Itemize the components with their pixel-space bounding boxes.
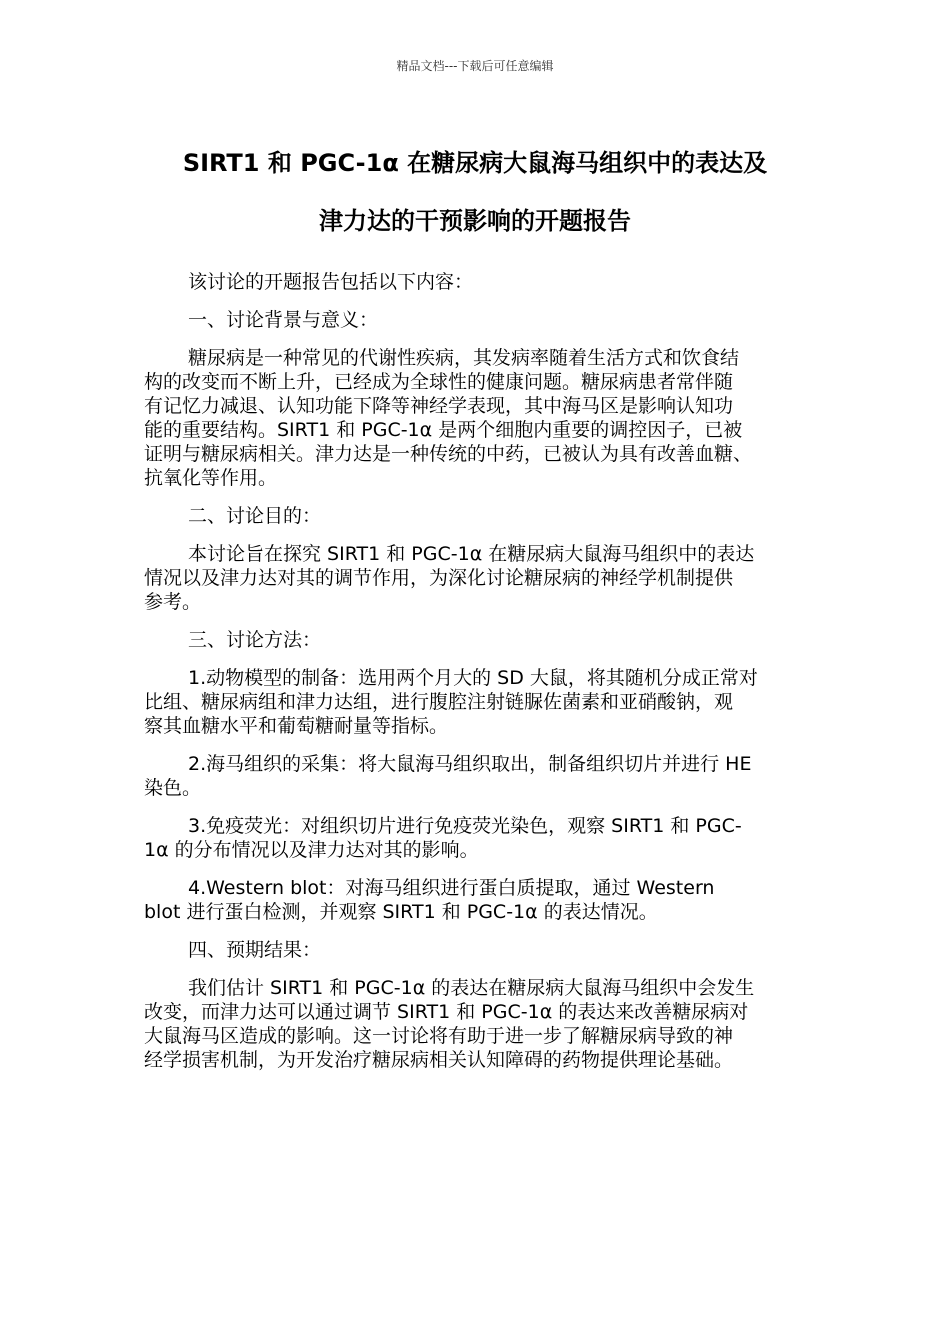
paragraph-line: 抗氧化等作用。: [144, 467, 278, 489]
paragraph: [144, 876, 810, 924]
paragraph-line: 经学损害机制，为开发治疗糖尿病相关认知障碍的药物提供理论基础。: [144, 1049, 734, 1071]
header-note: 精品文档---下载后可任意编辑: [396, 59, 554, 73]
paragraph-line: 参考。: [144, 591, 202, 613]
paragraph-line: 四、预期结果：: [188, 939, 322, 961]
paragraph-line: 该讨论的开题报告包括以下内容：: [188, 271, 474, 293]
document-title: [140, 134, 810, 250]
paragraph-line: blot 进行蛋白检测，并观察 SIRT1 和 PGC-1α 的表达情况。: [144, 901, 658, 923]
paragraph-line: 察其血糖水平和葡萄糖耐量等指标。: [144, 715, 449, 737]
paragraph: [144, 308, 810, 332]
paragraph-line: 本讨论旨在探究 SIRT1 和 PGC-1α 在糖尿病大鼠海马组织中的表达: [188, 543, 755, 565]
paragraph: [144, 270, 810, 294]
paragraph-line: 3.免疫荧光：对组织切片进行免疫荧光染色，观察 SIRT1 和 PGC-: [188, 815, 742, 837]
paragraph: [144, 752, 810, 800]
paragraph-line: 有记忆力减退、认知功能下降等神经学表现，其中海马区是影响认知功: [144, 395, 734, 417]
paragraph: [144, 666, 810, 738]
paragraph-line: 改变，而津力达可以通过调节 SIRT1 和 PGC-1α 的表达来改善糖尿病对: [144, 1001, 749, 1023]
paragraph: [144, 346, 810, 490]
paragraph: [144, 504, 810, 528]
paragraph-line: 大鼠海马区造成的影响。这一讨论将有助于进一步了解糖尿病导致的神: [144, 1025, 734, 1047]
paragraph-line: 三、讨论方法：: [188, 629, 322, 651]
paragraph-line: 2.海马组织的采集：将大鼠海马组织取出，制备组织切片并进行 HE: [188, 753, 752, 775]
document-body: [144, 270, 810, 1086]
title-line: SIRT1 和 PGC-1α 在糖尿病大鼠海马组织中的表达及: [182, 149, 768, 177]
paragraph-line: 构的改变而不断上升，已经成为全球性的健康问题。糖尿病患者常伴随: [144, 371, 734, 393]
paragraph: [144, 976, 810, 1072]
title-line: 津力达的干预影响的开题报告: [319, 207, 631, 235]
paragraph-line: 我们估计 SIRT1 和 PGC-1α 的表达在糖尿病大鼠海马组织中会发生: [188, 977, 755, 999]
paragraph-line: 1α 的分布情况以及津力达对其的影响。: [144, 839, 479, 861]
paragraph: [144, 814, 810, 862]
paragraph-line: 能的重要结构。SIRT1 和 PGC-1α 是两个细胞内重要的调控因子，已被: [144, 419, 743, 441]
paragraph-line: 染色。: [144, 777, 202, 799]
paragraph-line: 比组、糖尿病组和津力达组，进行腹腔注射链脲佐菌素和亚硝酸钠，观: [144, 691, 734, 713]
paragraph-line: 糖尿病是一种常见的代谢性疾病，其发病率随着生活方式和饮食结: [188, 347, 740, 369]
paragraph: [144, 938, 810, 962]
paragraph-line: 一、讨论背景与意义：: [188, 309, 379, 331]
paragraph-line: 4.Western blot：对海马组织进行蛋白质提取，通过 Western: [188, 877, 715, 899]
paragraph: [144, 628, 810, 652]
paragraph-line: 1.动物模型的制备：选用两个月大的 SD 大鼠，将其随机分成正常对: [188, 667, 758, 689]
paragraph-line: 二、讨论目的：: [188, 505, 322, 527]
paragraph: [144, 542, 810, 614]
paragraph-line: 情况以及津力达对其的调节作用，为深化讨论糖尿病的神经学机制提供: [144, 567, 734, 589]
paragraph-line: 证明与糖尿病相关。津力达是一种传统的中药，已被认为具有改善血糖、: [144, 443, 753, 465]
